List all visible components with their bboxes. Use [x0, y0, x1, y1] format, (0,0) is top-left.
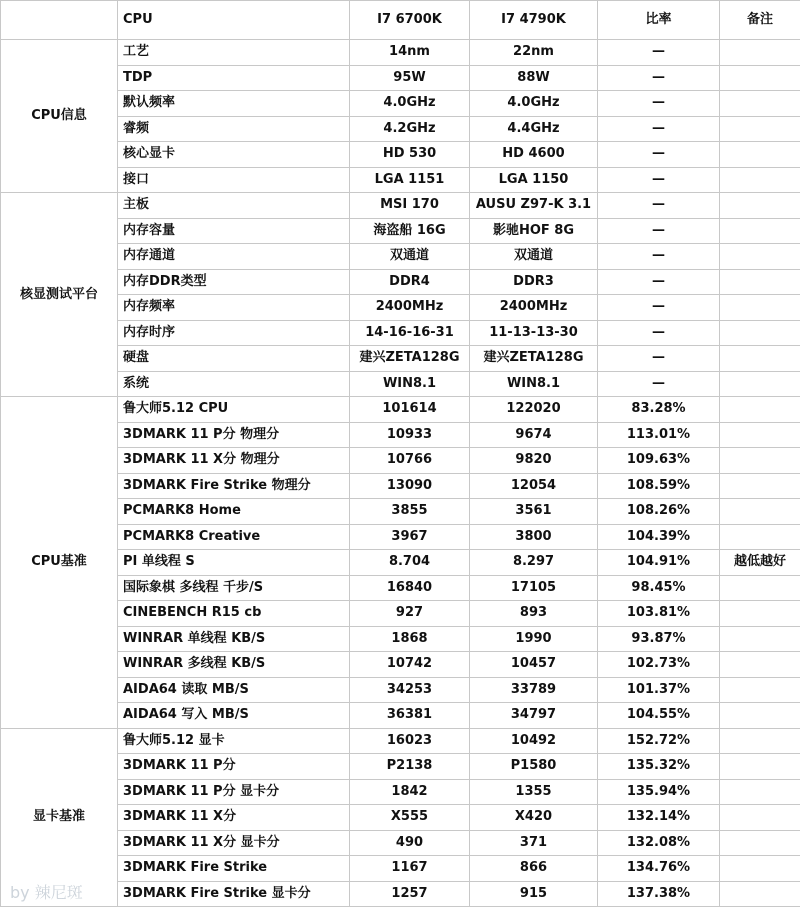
row-value-cpu1: MSI 170 — [350, 193, 470, 219]
table-row — [1, 142, 800, 168]
row-ratio: 102.73% — [598, 652, 720, 678]
row-value-cpu1: HD 530 — [350, 142, 470, 168]
row-value-cpu1: 10933 — [350, 422, 470, 448]
row-ratio: 104.55% — [598, 703, 720, 729]
row-item: 3DMARK 11 X分 物理分 — [118, 448, 350, 474]
table-row — [1, 575, 800, 601]
row-value-cpu2: 建兴ZETA128G — [470, 346, 598, 372]
row-note — [720, 524, 800, 550]
row-note — [720, 65, 800, 91]
row-note — [720, 40, 800, 66]
row-value-cpu2: 8.297 — [470, 550, 598, 576]
table-row — [1, 779, 800, 805]
row-item: 3DMARK 11 X分 — [118, 805, 350, 831]
row-note — [720, 779, 800, 805]
row-value-cpu2: X420 — [470, 805, 598, 831]
row-ratio: 101.37% — [598, 677, 720, 703]
row-value-cpu1: 8.704 — [350, 550, 470, 576]
row-ratio: 83.28% — [598, 397, 720, 423]
row-ratio: — — [598, 167, 720, 193]
row-item: 3DMARK Fire Strike 物理分 — [118, 473, 350, 499]
row-ratio: — — [598, 371, 720, 397]
row-ratio: — — [598, 116, 720, 142]
row-value-cpu2: 10457 — [470, 652, 598, 678]
row-ratio: — — [598, 193, 720, 219]
table-row — [1, 754, 800, 780]
row-item: 鲁大师5.12 CPU — [118, 397, 350, 423]
row-value-cpu1: 双通道 — [350, 244, 470, 270]
row-item: 内存通道 — [118, 244, 350, 270]
row-value-cpu1: 1842 — [350, 779, 470, 805]
table-row — [1, 371, 800, 397]
row-item: 内存频率 — [118, 295, 350, 321]
table-row — [1, 218, 800, 244]
row-value-cpu1: 10766 — [350, 448, 470, 474]
row-item: 内存DDR类型 — [118, 269, 350, 295]
row-note — [720, 244, 800, 270]
row-item: 核心显卡 — [118, 142, 350, 168]
row-item: 3DMARK 11 P分 显卡分 — [118, 779, 350, 805]
row-ratio: — — [598, 142, 720, 168]
row-ratio: — — [598, 269, 720, 295]
row-value-cpu2: 866 — [470, 856, 598, 882]
row-note — [720, 601, 800, 627]
row-item: PCMARK8 Home — [118, 499, 350, 525]
table-row — [1, 346, 800, 372]
header-ratio: 比率 — [598, 1, 720, 40]
row-item: AIDA64 读取 MB/S — [118, 677, 350, 703]
row-note — [720, 677, 800, 703]
row-note — [720, 754, 800, 780]
row-item: 鲁大师5.12 显卡 — [118, 728, 350, 754]
table-row — [1, 473, 800, 499]
row-value-cpu2: 22nm — [470, 40, 598, 66]
row-note — [720, 371, 800, 397]
row-value-cpu2: 371 — [470, 830, 598, 856]
row-value-cpu1: 3855 — [350, 499, 470, 525]
row-item: 内存时序 — [118, 320, 350, 346]
row-ratio: 135.32% — [598, 754, 720, 780]
row-note — [720, 422, 800, 448]
table-row — [1, 728, 800, 754]
row-item: 硬盘 — [118, 346, 350, 372]
row-note — [720, 91, 800, 117]
row-value-cpu1: 2400MHz — [350, 295, 470, 321]
row-ratio: — — [598, 295, 720, 321]
row-value-cpu1: 4.2GHz — [350, 116, 470, 142]
row-note — [720, 346, 800, 372]
table-row — [1, 448, 800, 474]
table-row — [1, 550, 800, 576]
row-value-cpu1: 1257 — [350, 881, 470, 907]
row-item: WINRAR 多线程 KB/S — [118, 652, 350, 678]
row-note — [720, 805, 800, 831]
row-note — [720, 626, 800, 652]
table-row — [1, 601, 800, 627]
row-value-cpu1: 14-16-16-31 — [350, 320, 470, 346]
row-item: 3DMARK Fire Strike 显卡分 — [118, 881, 350, 907]
row-item: 3DMARK 11 P分 物理分 — [118, 422, 350, 448]
row-ratio: 135.94% — [598, 779, 720, 805]
table-row — [1, 626, 800, 652]
row-note — [720, 473, 800, 499]
row-value-cpu1: WIN8.1 — [350, 371, 470, 397]
row-note — [720, 448, 800, 474]
table-row — [1, 703, 800, 729]
row-note — [720, 830, 800, 856]
row-value-cpu2: 33789 — [470, 677, 598, 703]
row-item: 睿频 — [118, 116, 350, 142]
table-body — [1, 1, 800, 907]
row-ratio: — — [598, 218, 720, 244]
row-value-cpu2: P1580 — [470, 754, 598, 780]
row-ratio: 109.63% — [598, 448, 720, 474]
row-value-cpu2: 3561 — [470, 499, 598, 525]
table-row — [1, 40, 800, 66]
header-item: CPU — [118, 1, 350, 40]
table-row — [1, 524, 800, 550]
row-ratio: — — [598, 320, 720, 346]
table-row — [1, 269, 800, 295]
row-value-cpu1: 建兴ZETA128G — [350, 346, 470, 372]
group-label: CPU基准 — [1, 397, 118, 729]
row-value-cpu1: 海盗船 16G — [350, 218, 470, 244]
row-item: 3DMARK 11 P分 — [118, 754, 350, 780]
row-value-cpu2: 12054 — [470, 473, 598, 499]
table-row — [1, 856, 800, 882]
row-value-cpu1: 1868 — [350, 626, 470, 652]
row-value-cpu2: 893 — [470, 601, 598, 627]
row-value-cpu2: 影驰HOF 8G — [470, 218, 598, 244]
row-note — [720, 397, 800, 423]
row-ratio: 152.72% — [598, 728, 720, 754]
row-item: 默认频率 — [118, 91, 350, 117]
row-value-cpu1: LGA 1151 — [350, 167, 470, 193]
row-item: 接口 — [118, 167, 350, 193]
table-row — [1, 91, 800, 117]
row-note — [720, 881, 800, 907]
row-value-cpu2: 双通道 — [470, 244, 598, 270]
header-group-cell — [1, 1, 118, 40]
row-value-cpu1: 14nm — [350, 40, 470, 66]
row-ratio: — — [598, 346, 720, 372]
table-row — [1, 422, 800, 448]
row-ratio: — — [598, 65, 720, 91]
table-row — [1, 805, 800, 831]
row-note — [720, 499, 800, 525]
row-value-cpu2: HD 4600 — [470, 142, 598, 168]
row-value-cpu2: 4.4GHz — [470, 116, 598, 142]
row-ratio: 93.87% — [598, 626, 720, 652]
header-note: 备注 — [720, 1, 800, 40]
row-note — [720, 193, 800, 219]
row-value-cpu2: 4.0GHz — [470, 91, 598, 117]
row-ratio: — — [598, 244, 720, 270]
row-item: 3DMARK 11 X分 显卡分 — [118, 830, 350, 856]
table-row — [1, 320, 800, 346]
row-ratio: 104.91% — [598, 550, 720, 576]
row-ratio: 108.59% — [598, 473, 720, 499]
row-value-cpu1: 10742 — [350, 652, 470, 678]
row-value-cpu1: 16023 — [350, 728, 470, 754]
row-item: CINEBENCH R15 cb — [118, 601, 350, 627]
row-value-cpu2: DDR3 — [470, 269, 598, 295]
row-value-cpu2: 1355 — [470, 779, 598, 805]
row-note — [720, 856, 800, 882]
row-ratio: 103.81% — [598, 601, 720, 627]
row-note — [720, 652, 800, 678]
row-ratio: 108.26% — [598, 499, 720, 525]
row-item: 系统 — [118, 371, 350, 397]
row-value-cpu1: 101614 — [350, 397, 470, 423]
row-value-cpu2: 3800 — [470, 524, 598, 550]
table-row — [1, 677, 800, 703]
row-item: 内存容量 — [118, 218, 350, 244]
row-value-cpu2: 1990 — [470, 626, 598, 652]
row-item: PCMARK8 Creative — [118, 524, 350, 550]
row-value-cpu2: 88W — [470, 65, 598, 91]
row-value-cpu1: 3967 — [350, 524, 470, 550]
group-label: CPU信息 — [1, 40, 118, 193]
group-label: 显卡基准 — [1, 728, 118, 907]
row-note — [720, 728, 800, 754]
row-note: 越低越好 — [720, 550, 800, 576]
table-row — [1, 193, 800, 219]
header-cpu1: I7 6700K — [350, 1, 470, 40]
row-note — [720, 703, 800, 729]
row-value-cpu2: 11-13-13-30 — [470, 320, 598, 346]
row-value-cpu2: WIN8.1 — [470, 371, 598, 397]
row-value-cpu2: 915 — [470, 881, 598, 907]
row-value-cpu2: AUSU Z97-K 3.1 — [470, 193, 598, 219]
row-value-cpu2: LGA 1150 — [470, 167, 598, 193]
row-note — [720, 575, 800, 601]
table-row — [1, 167, 800, 193]
row-value-cpu1: 36381 — [350, 703, 470, 729]
header-row — [1, 1, 800, 40]
row-note — [720, 116, 800, 142]
row-item: AIDA64 写入 MB/S — [118, 703, 350, 729]
watermark: by 辣尼斑 — [10, 883, 83, 902]
row-ratio: 113.01% — [598, 422, 720, 448]
row-item: 工艺 — [118, 40, 350, 66]
row-item: 3DMARK Fire Strike — [118, 856, 350, 882]
table-row — [1, 244, 800, 270]
table-row — [1, 830, 800, 856]
row-ratio: 134.76% — [598, 856, 720, 882]
table-row — [1, 295, 800, 321]
row-value-cpu1: X555 — [350, 805, 470, 831]
row-ratio: — — [598, 91, 720, 117]
table-row — [1, 397, 800, 423]
table-row — [1, 499, 800, 525]
row-note — [720, 142, 800, 168]
row-item: PI 单线程 S — [118, 550, 350, 576]
row-value-cpu1: DDR4 — [350, 269, 470, 295]
row-ratio: 132.08% — [598, 830, 720, 856]
row-value-cpu2: 17105 — [470, 575, 598, 601]
row-ratio: 137.38% — [598, 881, 720, 907]
row-item: WINRAR 单线程 KB/S — [118, 626, 350, 652]
row-note — [720, 269, 800, 295]
row-value-cpu1: 95W — [350, 65, 470, 91]
row-ratio: — — [598, 40, 720, 66]
row-item: 主板 — [118, 193, 350, 219]
row-value-cpu2: 122020 — [470, 397, 598, 423]
row-value-cpu1: 4.0GHz — [350, 91, 470, 117]
row-item: TDP — [118, 65, 350, 91]
row-value-cpu2: 2400MHz — [470, 295, 598, 321]
row-value-cpu2: 10492 — [470, 728, 598, 754]
row-value-cpu2: 34797 — [470, 703, 598, 729]
row-ratio: 98.45% — [598, 575, 720, 601]
header-cpu2: I7 4790K — [470, 1, 598, 40]
row-note — [720, 218, 800, 244]
table-row — [1, 116, 800, 142]
row-value-cpu1: 1167 — [350, 856, 470, 882]
row-value-cpu1: 490 — [350, 830, 470, 856]
row-value-cpu1: P2138 — [350, 754, 470, 780]
row-value-cpu1: 927 — [350, 601, 470, 627]
row-ratio: 132.14% — [598, 805, 720, 831]
row-note — [720, 167, 800, 193]
row-note — [720, 320, 800, 346]
row-value-cpu2: 9674 — [470, 422, 598, 448]
table-row — [1, 881, 800, 907]
row-item: 国际象棋 多线程 千步/S — [118, 575, 350, 601]
row-note — [720, 295, 800, 321]
row-value-cpu1: 13090 — [350, 473, 470, 499]
group-label: 核显测试平台 — [1, 193, 118, 397]
row-value-cpu2: 9820 — [470, 448, 598, 474]
row-ratio: 104.39% — [598, 524, 720, 550]
table-row — [1, 652, 800, 678]
table-row — [1, 65, 800, 91]
row-value-cpu1: 16840 — [350, 575, 470, 601]
row-value-cpu1: 34253 — [350, 677, 470, 703]
